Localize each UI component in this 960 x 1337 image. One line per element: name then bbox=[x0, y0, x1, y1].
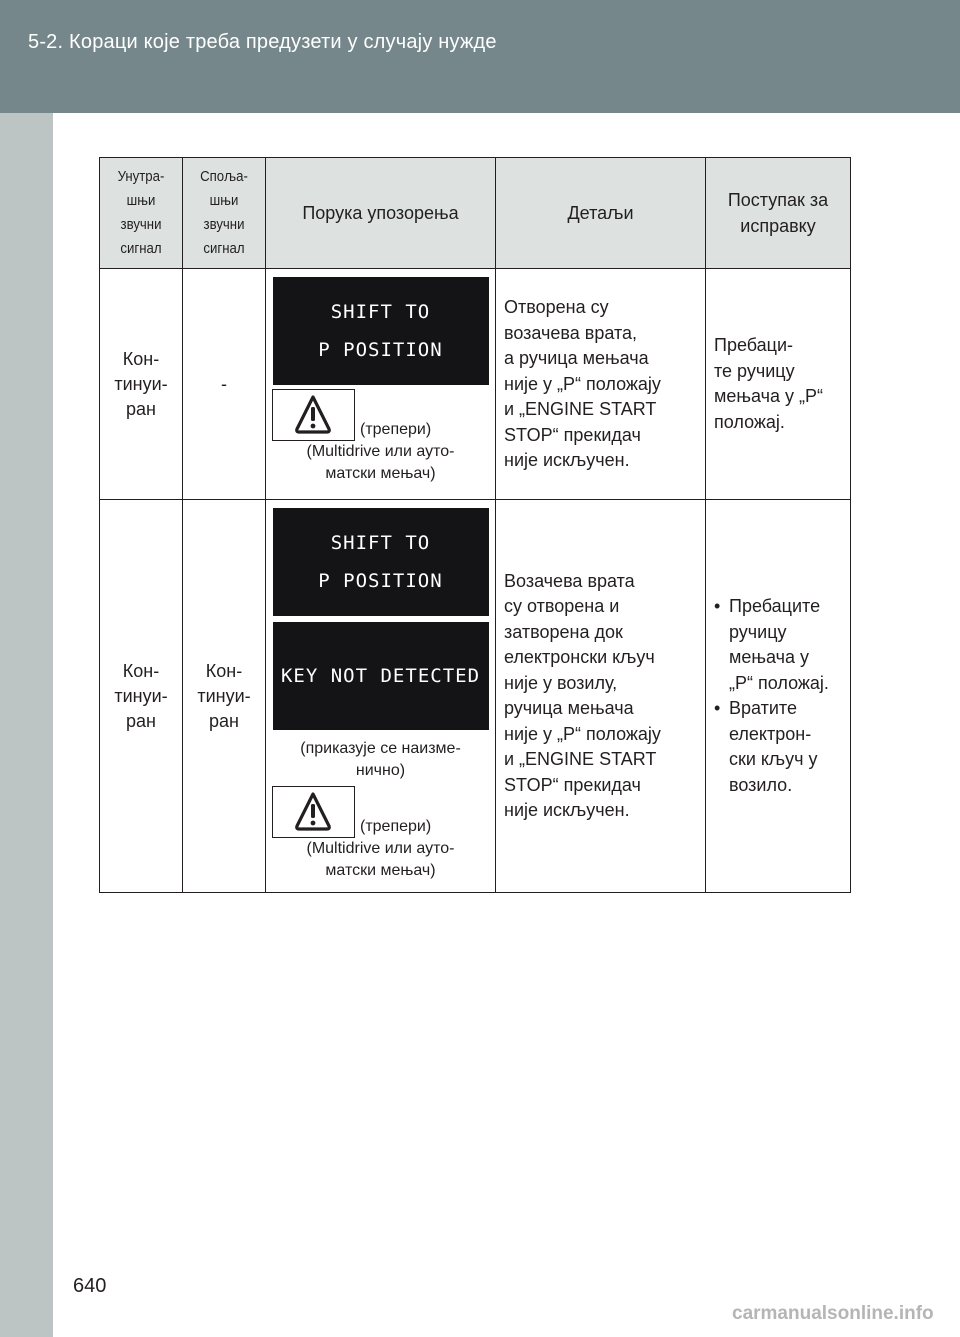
details-line: није искључен. bbox=[504, 450, 630, 470]
display-note: нично) bbox=[355, 762, 406, 779]
cell-text-line: ран bbox=[209, 710, 239, 731]
header-message: Порука упозорења bbox=[266, 158, 496, 269]
section-title: 5-2. Кораци које треба предузети у случају нужде bbox=[28, 31, 497, 53]
details-line: ручица мењача bbox=[504, 698, 634, 718]
header-correction bbox=[706, 158, 851, 269]
details-line: није искључен. bbox=[504, 800, 630, 820]
list-item bbox=[714, 594, 844, 696]
watermark: carmanualsonline.info bbox=[732, 1303, 934, 1324]
details-line: а ручица мењача bbox=[504, 348, 649, 368]
header-text-line: Поступак за bbox=[727, 190, 829, 210]
display-note: (приказује се наизме- bbox=[300, 740, 461, 757]
details-line: није у возилу, bbox=[504, 672, 618, 693]
details-line: возачева врата, bbox=[504, 322, 638, 343]
warning-triangle-icon bbox=[293, 393, 333, 435]
inside-buzzer-cell bbox=[100, 500, 183, 893]
header-outside-buzzer bbox=[183, 158, 266, 269]
details-line: и „ENGINE START bbox=[504, 749, 657, 769]
header-text-line: шњи bbox=[126, 192, 156, 209]
correction-line: „P“ положај. bbox=[729, 672, 829, 693]
header-text-line: исправку bbox=[740, 216, 816, 236]
table-row bbox=[100, 500, 851, 893]
details-cell bbox=[496, 269, 706, 500]
header-text-line: сигнал bbox=[120, 240, 162, 257]
lcd-text-line: P POSITION bbox=[318, 570, 443, 592]
inside-buzzer-cell bbox=[100, 269, 183, 500]
cell-text-line: тинуи- bbox=[114, 685, 168, 706]
list-item bbox=[714, 696, 844, 798]
header-text-line: шњи bbox=[209, 192, 239, 209]
correction-line: • Вратите bbox=[729, 698, 797, 718]
warning-table bbox=[99, 157, 851, 893]
header-text-line: звучни bbox=[120, 216, 162, 233]
details-line: није у „P“ положају bbox=[504, 723, 661, 744]
message-cell bbox=[266, 269, 496, 500]
lcd-text-line: P POSITION bbox=[318, 339, 443, 361]
lcd-text-line: SHIFT TO bbox=[330, 301, 431, 323]
transmission-note: (Multidrive или ауто- bbox=[306, 840, 455, 857]
details-line: и „ENGINE START bbox=[504, 399, 657, 419]
header-text-line: Унутра- bbox=[117, 168, 165, 185]
lcd-display bbox=[273, 277, 489, 385]
correction-line: положај. bbox=[714, 411, 785, 432]
correction-line: ручицу bbox=[729, 621, 787, 642]
correction-line: мењача у bbox=[729, 647, 810, 667]
cell-text-line: тинуи- bbox=[114, 373, 168, 394]
details-line: Отворена су bbox=[504, 297, 609, 317]
correction-cell bbox=[706, 500, 851, 893]
correction-line: Пребаци- bbox=[714, 335, 794, 355]
correction-line: возило. bbox=[729, 774, 793, 795]
header-text-line: сигнал bbox=[203, 240, 245, 257]
details-cell bbox=[496, 500, 706, 893]
correction-line: те ручицу bbox=[714, 360, 795, 381]
cell-text-line: Кон- bbox=[205, 660, 243, 681]
message-cell bbox=[266, 500, 496, 893]
cell-text-line: Кон- bbox=[122, 660, 160, 681]
warning-triangle-icon bbox=[293, 790, 333, 832]
table-row bbox=[100, 269, 851, 500]
table-header-row bbox=[100, 158, 851, 269]
outside-buzzer-cell bbox=[183, 500, 266, 893]
lcd-display bbox=[273, 622, 489, 730]
lcd-text-line: KEY NOT DETECTED bbox=[280, 665, 481, 687]
header-text-line: звучни bbox=[203, 216, 245, 233]
details-line: затворена док bbox=[504, 621, 623, 642]
details-line: STOP“ прекидач bbox=[504, 774, 641, 795]
details-line: су отворена и bbox=[504, 596, 620, 616]
transmission-note: матски мењач) bbox=[325, 862, 436, 879]
outside-buzzer-cell: - bbox=[183, 269, 266, 500]
correction-line: електрон- bbox=[729, 723, 812, 744]
details-line: није у „P“ положају bbox=[504, 373, 661, 394]
section-header bbox=[0, 0, 960, 113]
warning-indicator bbox=[266, 389, 495, 441]
header-text-line: Споља- bbox=[200, 168, 248, 185]
correction-line: • Пребаците bbox=[729, 596, 821, 616]
header-details: Детаљи bbox=[496, 158, 706, 269]
cell-text-line: тинуи- bbox=[197, 685, 251, 706]
flash-note: (трепери) bbox=[360, 421, 432, 438]
warning-indicator bbox=[266, 786, 495, 838]
lcd-display bbox=[273, 508, 489, 616]
cell-text-line: ран bbox=[126, 710, 156, 731]
side-margin-band bbox=[0, 113, 53, 1337]
transmission-note: (Multidrive или ауто- bbox=[306, 443, 455, 460]
correction-list bbox=[714, 594, 844, 798]
correction-line: мењача у „P“ bbox=[714, 386, 824, 406]
warning-light-box bbox=[272, 389, 355, 441]
details-line: Возачева врата bbox=[504, 570, 635, 591]
details-line: електронски кључ bbox=[504, 647, 655, 667]
transmission-note: матски мењач) bbox=[325, 465, 436, 482]
lcd-text-line: SHIFT TO bbox=[330, 532, 431, 554]
correction-line: ски кључ у bbox=[729, 749, 818, 769]
page-number: 640 bbox=[73, 1275, 107, 1297]
warning-light-box bbox=[272, 786, 355, 838]
cell-text-line: ран bbox=[126, 398, 156, 419]
correction-cell bbox=[706, 269, 851, 500]
flash-note: (трепери) bbox=[360, 818, 432, 835]
cell-text-line: Кон- bbox=[122, 348, 160, 369]
header-inside-buzzer bbox=[100, 158, 183, 269]
details-line: STOP“ прекидач bbox=[504, 424, 641, 445]
